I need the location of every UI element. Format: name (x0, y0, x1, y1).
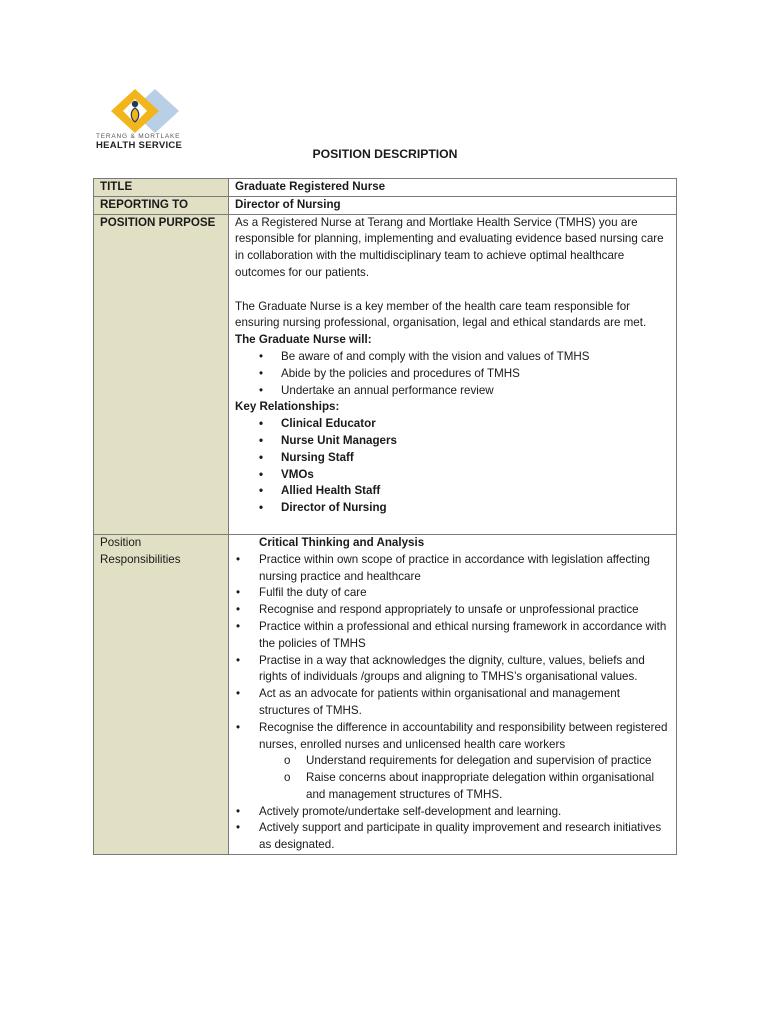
title-value: Graduate Registered Nurse (229, 179, 677, 197)
relationships-list (235, 416, 670, 517)
list-item: • Nursing Staff (235, 450, 670, 467)
purpose-paragraph-1: As a Registered Nurse at Terang and Mortlake Health Service (TMHS) you are responsible for planning, implementing and evaluating evidence based nursing care in collaboration with the multidisciplinary team to achieve optimal healthcare outcomes for our patients. (235, 215, 664, 279)
logo-emblem-icon (107, 87, 179, 133)
delegation-sublist (259, 753, 670, 803)
logo-line-1: TERANG & MORTLAKE (96, 133, 181, 140)
reporting-value: Director of Nursing (229, 196, 677, 214)
list-item: • VMOs (235, 467, 670, 484)
will-heading: The Graduate Nurse will: (235, 333, 372, 347)
page-title: POSITION DESCRIPTION (312, 147, 458, 161)
list-item: • Undertake an annual performance review (235, 383, 670, 400)
relationships-heading: Key Relationships: (235, 400, 340, 414)
sub-list-item: o Understand requirements for delegation and supervision of practice (259, 753, 670, 770)
logo-line-2: HEALTH SERVICE (96, 140, 183, 151)
purpose-paragraph-2: The Graduate Nurse is a key member of the health care team responsible for ensuring nursing professional, organisation, legal and ethical standards are met. (235, 299, 647, 330)
purpose-cell (229, 214, 677, 534)
list-item: • Abide by the policies and procedures of TMHS (235, 366, 670, 383)
list-item: • Practise in a way that acknowledges the dignity, culture, values, beliefs and rights of individuals /groups and aligning to TMHS’s organisational values. (235, 653, 670, 687)
list-item: • Clinical Educator (235, 416, 670, 433)
responsibilities-label-line-2: Responsibilities (100, 552, 181, 566)
list-item: • Practice within own scope of practice in accordance with legislation affecting nursing practice and healthcare (235, 552, 670, 586)
list-item: • Recognise and respond appropriately to unsafe or unprofessional practice (235, 602, 670, 619)
list-item: • Fulfil the duty of care (235, 585, 670, 602)
list-item (235, 720, 670, 804)
table-row (94, 179, 677, 197)
position-table (93, 178, 677, 855)
table-row (94, 534, 677, 854)
purpose-label: POSITION PURPOSE (94, 214, 229, 534)
critical-thinking-heading: Critical Thinking and Analysis (259, 535, 425, 549)
reporting-label: REPORTING TO (94, 196, 229, 214)
list-item: • Be aware of and comply with the vision and values of TMHS (235, 349, 670, 366)
list-item-text: Recognise the difference in accountability and responsibility between registered nurses, enrolled nurses and unlicensed health care workers (259, 720, 668, 751)
responsibilities-cell (229, 534, 677, 854)
list-item: • Act as an advocate for patients within organisational and management structures of TMHS. (235, 686, 670, 720)
responsibilities-list (235, 552, 670, 854)
list-item: • Actively support and participate in quality improvement and research initiatives as designated. (235, 820, 670, 854)
sub-list-item: o Raise concerns about inappropriate delegation within organisational and management structures of TMHS. (259, 770, 670, 804)
will-list (235, 349, 670, 399)
list-item: • Nurse Unit Managers (235, 433, 670, 450)
list-item: • Actively promote/undertake self-development and learning. (235, 804, 670, 821)
list-item: • Practice within a professional and ethical nursing framework in accordance with the policies of TMHS (235, 619, 670, 653)
responsibilities-label-line-1: Position (100, 535, 142, 549)
list-item: • Director of Nursing (235, 500, 670, 517)
table-row (94, 196, 677, 214)
table-row (94, 214, 677, 534)
list-item: • Allied Health Staff (235, 483, 670, 500)
title-label: TITLE (94, 179, 229, 197)
responsibilities-label (94, 534, 229, 854)
